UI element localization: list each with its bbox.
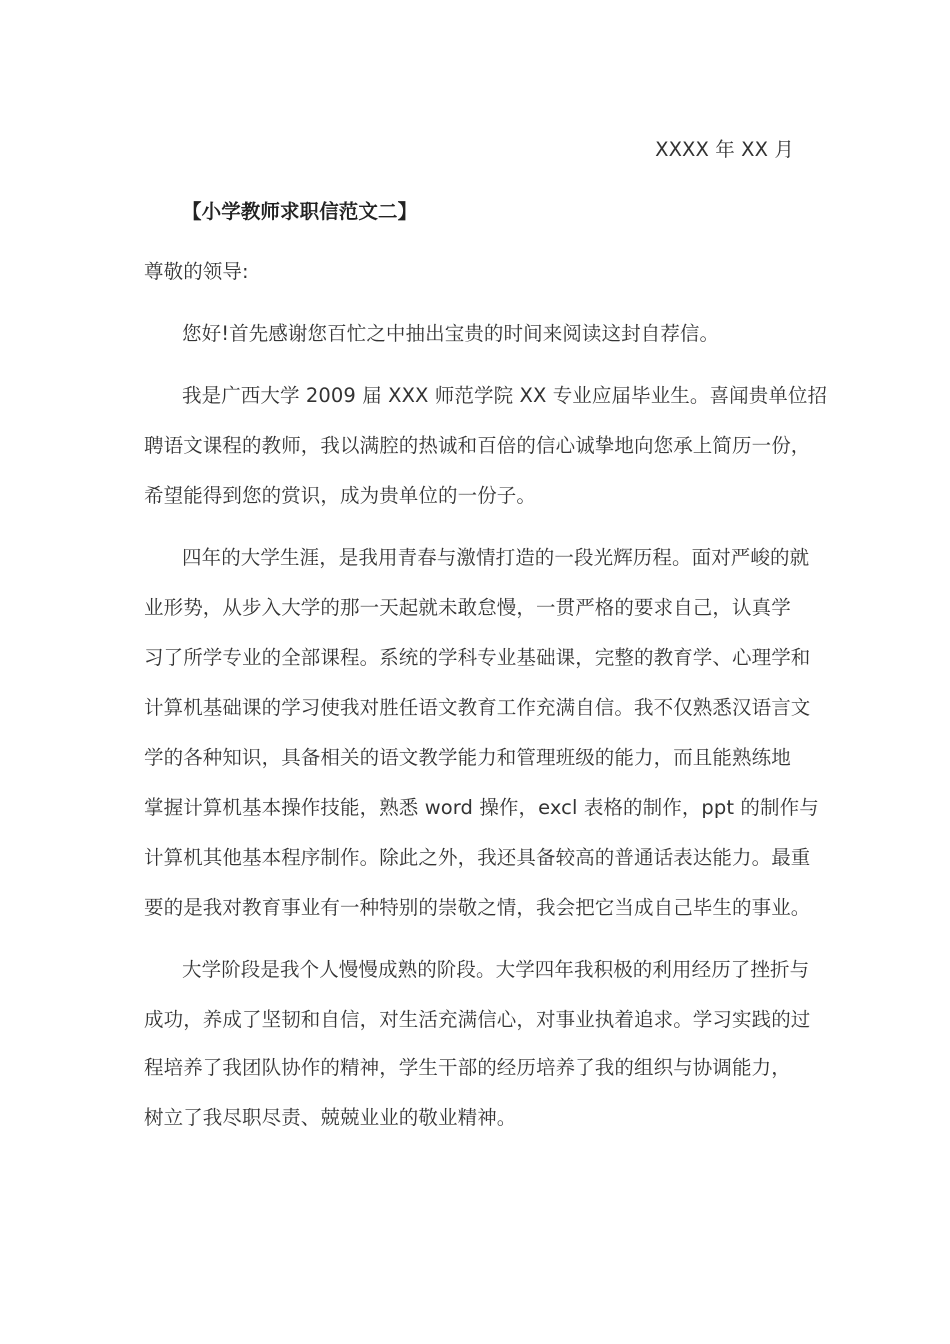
paragraph-line: 希望能得到您的赏识，成为贵单位的一份子。 [144,484,537,507]
paragraph-line: 成功，养成了坚韧和自信，对生活充满信心，对事业执着追求。学习实践的过 [144,1008,811,1031]
paragraph-line: 大学阶段是我个人慢慢成熟的阶段。大学四年我积极的利用经历了挫折与 [182,958,810,981]
greeting: 尊敬的领导: [144,260,249,283]
paragraph-line: 我是广西大学 2009 届 XXX 师范学院 XX 专业应届毕业生。喜闻贵单位招 [182,384,828,407]
paragraph-line: 计算机基础课的学习使我对胜任语文教育工作充满自信。我不仅熟悉汉语言文 [144,696,811,719]
letter-title: 【小学教师求职信范文二】 [182,200,418,223]
paragraph-line: 四年的大学生涯，是我用青春与激情打造的一段光辉历程。面对严峻的就 [182,546,810,569]
paragraph-line: 聘语文课程的教师，我以满腔的热诚和百倍的信心诚挚地向您承上简历一份， [144,434,811,457]
paragraph-line: 树立了我尽职尽责、兢兢业业的敬业精神。 [144,1106,517,1129]
paragraph-line: 要的是我对教育事业有一种特别的崇敬之情，我会把它当成自己毕生的事业。 [144,896,811,919]
paragraph-line: 您好!首先感谢您百忙之中抽出宝贵的时间来阅读这封自荐信。 [182,322,720,345]
paragraph-line: 业形势，从步入大学的那一天起就未敢怠慢，一贯严格的要求自己，认真学 [144,596,791,619]
paragraph-line: 学的各种知识，具备相关的语文教学能力和管理班级的能力，而且能熟练地 [144,746,791,769]
date: XXXX 年 XX 月 [655,138,794,161]
paragraph-line: 程培养了我团队协作的精神，学生干部的经历培养了我的组织与协调能力， [144,1056,791,1079]
paragraph-line: 掌握计算机基本操作技能，熟悉 word 操作，excl 表格的制作，ppt 的制作与 [144,796,819,819]
paragraph-line: 计算机其他基本程序制作。除此之外，我还具备较高的普通话表达能力。最重 [144,846,811,869]
paragraph-line: 习了所学专业的全部课程。系统的学科专业基础课，完整的教育学、心理学和 [144,646,811,669]
